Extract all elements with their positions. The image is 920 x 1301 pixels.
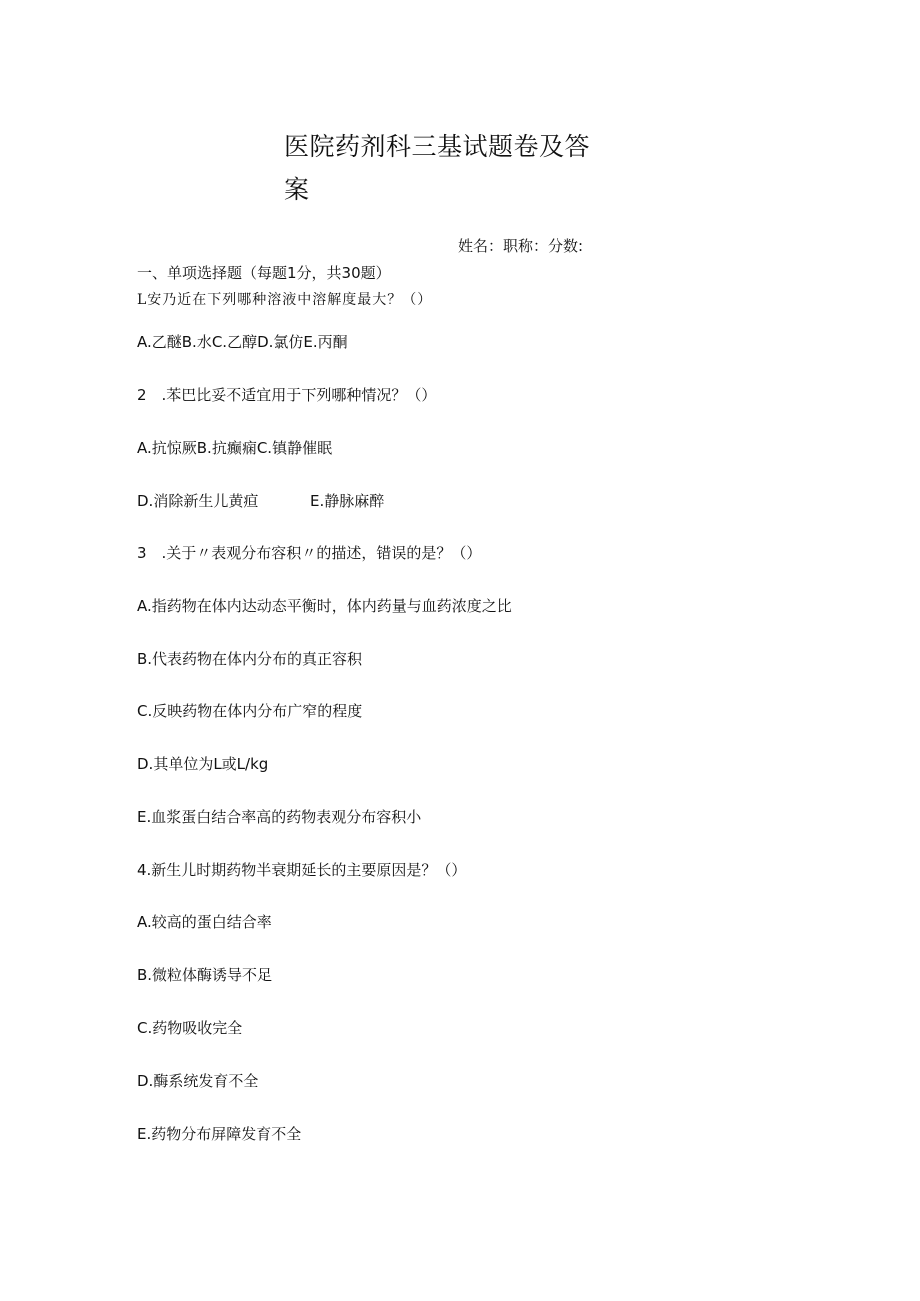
- question-3-option-c: C.反映药物在体内分布广窄的程度: [137, 702, 363, 720]
- question-4-option-e: E.药物分布屏障发育不全: [137, 1125, 302, 1143]
- question-3-option-e: E.血浆蛋白结合率高的药物表观分布容积小: [137, 808, 422, 826]
- question-2-stem: 2 .苯巴比妥不适宜用于下列哪种情况？（）: [137, 386, 437, 404]
- question-4-option-b: B.微粒体酶诱导不足: [137, 966, 273, 984]
- document-title-line2: 案: [284, 175, 310, 204]
- question-2-option-e: E.静脉麻醉: [310, 492, 385, 510]
- question-3-option-b: B.代表药物在体内分布的真正容积: [137, 650, 363, 668]
- question-3-option-a: A.指药物在体内达动态平衡时，体内药量与血药浓度之比: [137, 597, 512, 615]
- document-title-line1: 医院药剂科三基试题卷及答: [284, 132, 591, 161]
- question-1-options: A.乙醚B.水C.乙醇D.氯仿E.丙酮: [137, 333, 348, 351]
- question-4-option-a: A.较高的蛋白结合率: [137, 913, 272, 931]
- question-2-option-d: D.消除新生儿黄疸: [137, 492, 259, 510]
- question-3-option-d: D.其单位为L或L/kg: [137, 755, 269, 773]
- question-1-stem: L安乃近在下列哪种溶液中溶解度最大？（）: [137, 292, 433, 308]
- info-line: 姓名：职称：分数:: [458, 237, 584, 255]
- question-4-option-d: D.酶系统发育不全: [137, 1072, 259, 1090]
- question-4-option-c: C.药物吸收完全: [137, 1019, 243, 1037]
- question-4-stem: 4.新生儿时期药物半衰期延长的主要原因是？（）: [137, 861, 467, 879]
- section-heading: 一、单项选择题（每题1分，共30题）: [137, 264, 391, 282]
- question-3-stem: 3 .关于〃表观分布容积〃的描述，错误的是？（）: [137, 544, 482, 562]
- question-2-options-abc: A.抗惊厥B.抗癫痫C.镇静催眠: [137, 439, 333, 457]
